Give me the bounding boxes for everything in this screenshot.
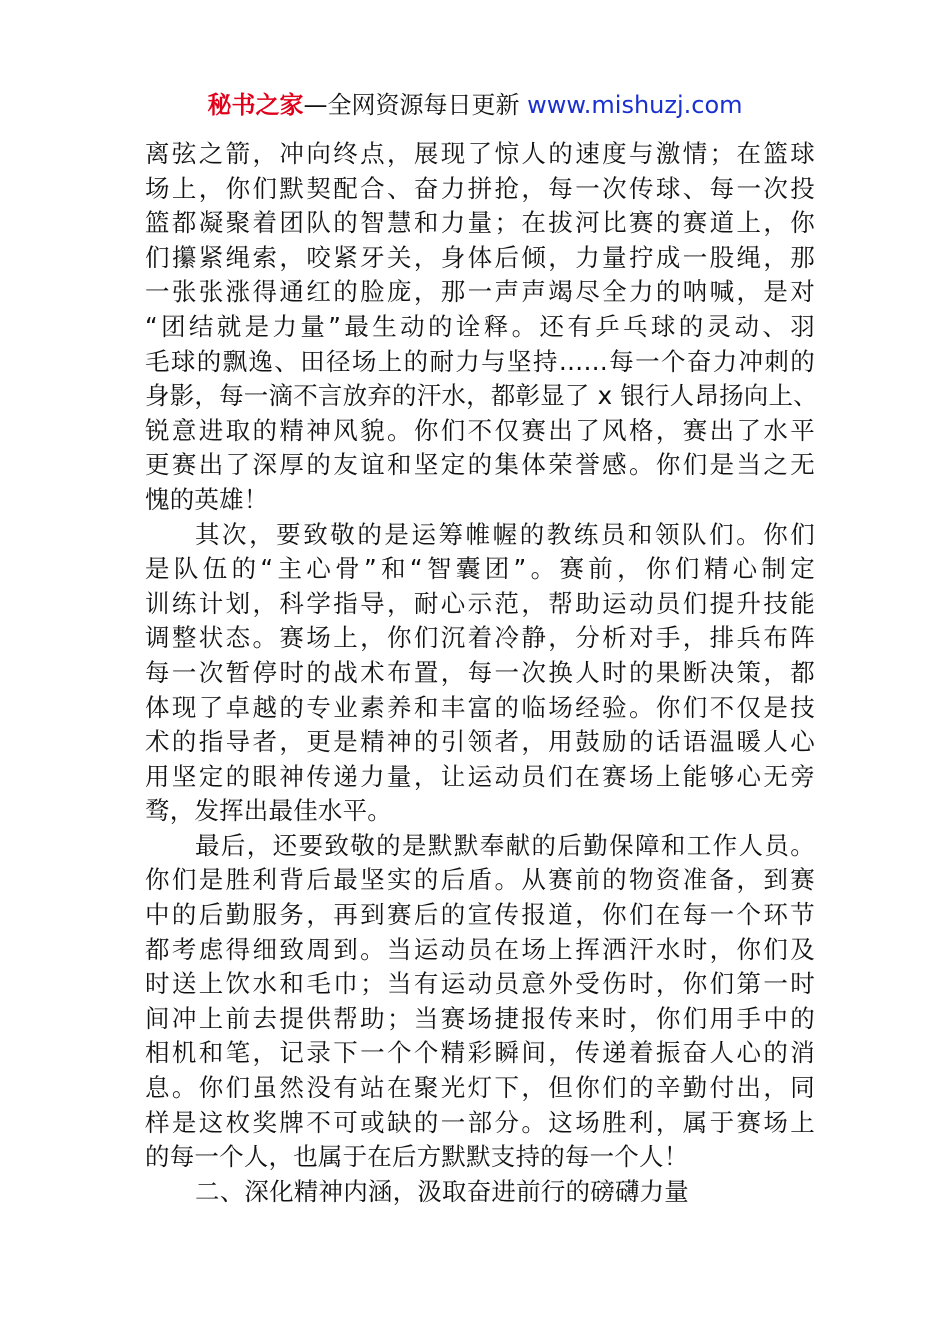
- text-line: 们攥紧绳索，咬紧牙关，身体后倾，力量拧成一股绳，那: [145, 242, 815, 272]
- text-line: 调整状态。赛场上，你们沉着冷静，分析对手，排兵布阵: [145, 623, 815, 653]
- text-line: 每一次暂停时的战术布置，每一次换人时的果断决策，都: [145, 657, 815, 687]
- text-line: 用坚定的眼神传递力量，让运动员们在赛场上能够心无旁: [145, 761, 815, 791]
- text-line: 离弦之箭，冲向终点，展现了惊人的速度与激情；在篮球: [145, 139, 815, 168]
- text-line: 训练计划，科学指导，耐心示范，帮助运动员们提升技能: [145, 588, 815, 618]
- site-header: [0, 89, 950, 121]
- text-line: 的每一个人，也属于在后方默默支持的每一个人！: [145, 1142, 689, 1172]
- text-line: 中的后勤服务，再到赛后的宣传报道，你们在每一个环节: [145, 900, 815, 930]
- paragraph-first-line: 最后，还要致敬的是默默奉献的后勤保障和工作人员。: [195, 830, 815, 860]
- text-line: 篮都凝聚着团队的智慧和力量；在拔河比赛的赛道上，你: [145, 208, 815, 238]
- text-line: 锐意进取的精神风貌。你们不仅赛出了风格，赛出了水平: [145, 415, 815, 445]
- text-line: 时送上饮水和毛巾；当有运动员意外受伤时，你们第一时: [145, 969, 815, 999]
- text-line: “团结就是力量”最生动的诠释。还有乒乓球的灵动、羽: [145, 311, 815, 341]
- text-line: 样是这枚奖牌不可或缺的一部分。这场胜利，属于赛场上: [145, 1107, 815, 1137]
- site-url[interactable]: www.mishuzj.com: [527, 91, 743, 119]
- text-line: 毛球的飘逸、田径场上的耐力与坚持……每一个奋力冲刺的: [145, 346, 815, 376]
- text-line: 愧的英雄！: [145, 484, 269, 514]
- text-line: 术的指导者，更是精神的引领者，用鼓励的话语温暖人心: [145, 727, 815, 757]
- text-line: 场上，你们默契配合、奋力拼抢，每一次传球、每一次投: [145, 173, 815, 203]
- text-line: 你们是胜利背后最坚实的后盾。从赛前的物资准备，到赛: [145, 865, 815, 895]
- section-heading: 二、深化精神内涵，汲取奋进前行的磅礴力量: [195, 1176, 689, 1206]
- text-line: 都考虑得细致周到。当运动员在场上挥洒汗水时，你们及: [145, 934, 815, 964]
- text-line: 一张张涨得通红的脸庞，那一声声竭尽全力的呐喊，是对: [145, 277, 815, 307]
- text-line: 是队伍的“主心骨”和“智囊团”。赛前，你们精心制定: [145, 554, 815, 584]
- text-line: 间冲上前去提供帮助；当赛场捷报传来时，你们用手中的: [145, 1003, 815, 1033]
- text-line: 身影，每一滴不言放弃的汗水，都彰显了 x 银行人昂扬向上、: [145, 381, 818, 411]
- text-line: 体现了卓越的专业素养和丰富的临场经验。你们不仅是技: [145, 692, 815, 722]
- text-line: 息。你们虽然没有站在聚光灯下，但你们的辛勤付出，同: [145, 1073, 815, 1103]
- text-line: 相机和笔，记录下一个个精彩瞬间，传递着振奋人心的消: [145, 1038, 815, 1068]
- site-tagline: —全网资源每日更新: [303, 91, 528, 119]
- document-body: [145, 137, 818, 1209]
- site-brand: 秘书之家: [207, 91, 304, 119]
- paragraph-first-line: 其次，要致敬的是运筹帷幄的教练员和领队们。你们: [195, 519, 815, 549]
- text-line: 骛，发挥出最佳水平。: [145, 796, 392, 826]
- text-line: 更赛出了深厚的友谊和坚定的集体荣誉感。你们是当之无: [145, 450, 815, 480]
